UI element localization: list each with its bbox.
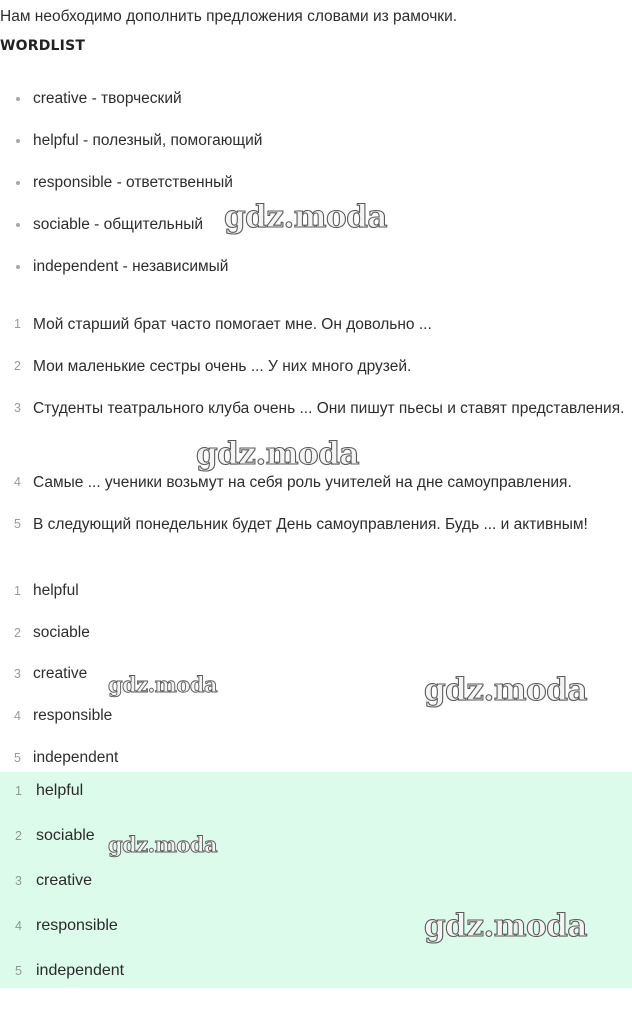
item-number: 1	[14, 317, 21, 331]
watermark: gdz.moda	[424, 672, 587, 708]
word-entry: creative - творческий	[33, 90, 182, 107]
watermark: gdz.moda	[108, 832, 218, 857]
watermark: gdz.moda	[196, 436, 359, 472]
answer-item	[0, 776, 124, 821]
item-number: 5	[15, 964, 22, 978]
list-item	[0, 129, 262, 171]
item-number: 2	[14, 625, 21, 640]
item-number: 4	[15, 919, 22, 933]
item-number: 5	[14, 750, 21, 765]
answer-text: responsible	[36, 917, 118, 934]
watermark: gdz.moda	[424, 908, 587, 944]
answer-text: independent	[33, 748, 119, 766]
item-number: 2	[14, 359, 21, 373]
item-number: 3	[14, 401, 21, 415]
highlighted-answer-list	[0, 776, 124, 1001]
bullet-icon	[16, 265, 20, 269]
item-number: 2	[15, 829, 22, 843]
task-text: Мой старший брат часто помогает мне. Он довольно ...	[33, 316, 432, 333]
task-item	[0, 308, 632, 350]
answer-text: sociable	[33, 623, 90, 641]
answer-item	[0, 659, 118, 701]
item-number: 1	[15, 784, 22, 798]
answer-item	[0, 956, 124, 1001]
bullet-icon	[16, 223, 20, 227]
bullet-icon	[16, 97, 20, 101]
item-number: 1	[14, 584, 21, 598]
intro-text: Нам необходимо дополнить предложения словами из рамочки.	[0, 8, 458, 25]
answer-text: responsible	[33, 707, 113, 725]
answer-list	[0, 576, 118, 784]
task-item	[0, 508, 632, 582]
watermark: gdz.moda	[224, 199, 387, 235]
answer-text: sociable	[36, 827, 95, 844]
word-entry: helpful - полезный, помогающий	[33, 132, 263, 149]
item-number: 5	[14, 517, 21, 531]
bullet-icon	[16, 139, 20, 143]
task-text: В следующий понедельник будет День самоуправления. Будь ... и активным!	[33, 516, 588, 533]
task-item	[0, 350, 632, 392]
wordlist-heading: WORDLIST	[0, 38, 86, 54]
word-entry: responsible - ответственный	[33, 174, 233, 191]
answer-text: helpful	[36, 782, 84, 799]
item-number: 4	[14, 475, 21, 489]
answer-text: creative	[36, 872, 93, 889]
task-text: Студенты театрального клуба очень ... Они пишут пьесы и ставят представления.	[33, 400, 625, 417]
answer-text: creative	[33, 665, 88, 683]
task-text: Самые ... ученики возьмут на себя роль учителей на дне самоуправления.	[33, 474, 572, 491]
task-text: Мои маленькие сестры очень ... У них много друзей.	[33, 358, 412, 375]
answer-text: helpful	[33, 582, 79, 599]
answer-item	[0, 911, 124, 956]
answer-item	[0, 576, 118, 618]
watermark: gdz.moda	[108, 672, 218, 697]
word-entry: sociable - общительный	[33, 216, 204, 233]
answer-item	[0, 618, 118, 660]
list-item	[0, 255, 262, 297]
answer-text: independent	[36, 962, 125, 979]
bullet-icon	[16, 181, 20, 185]
list-item	[0, 87, 262, 129]
item-number: 4	[14, 709, 21, 724]
item-number: 3	[15, 874, 22, 888]
answer-item	[0, 821, 124, 866]
answer-item	[0, 701, 118, 743]
wordlist	[0, 87, 262, 297]
answer-item	[0, 866, 124, 911]
item-number: 3	[14, 667, 21, 682]
word-entry: independent - независимый	[33, 258, 229, 275]
task-item	[0, 466, 632, 508]
